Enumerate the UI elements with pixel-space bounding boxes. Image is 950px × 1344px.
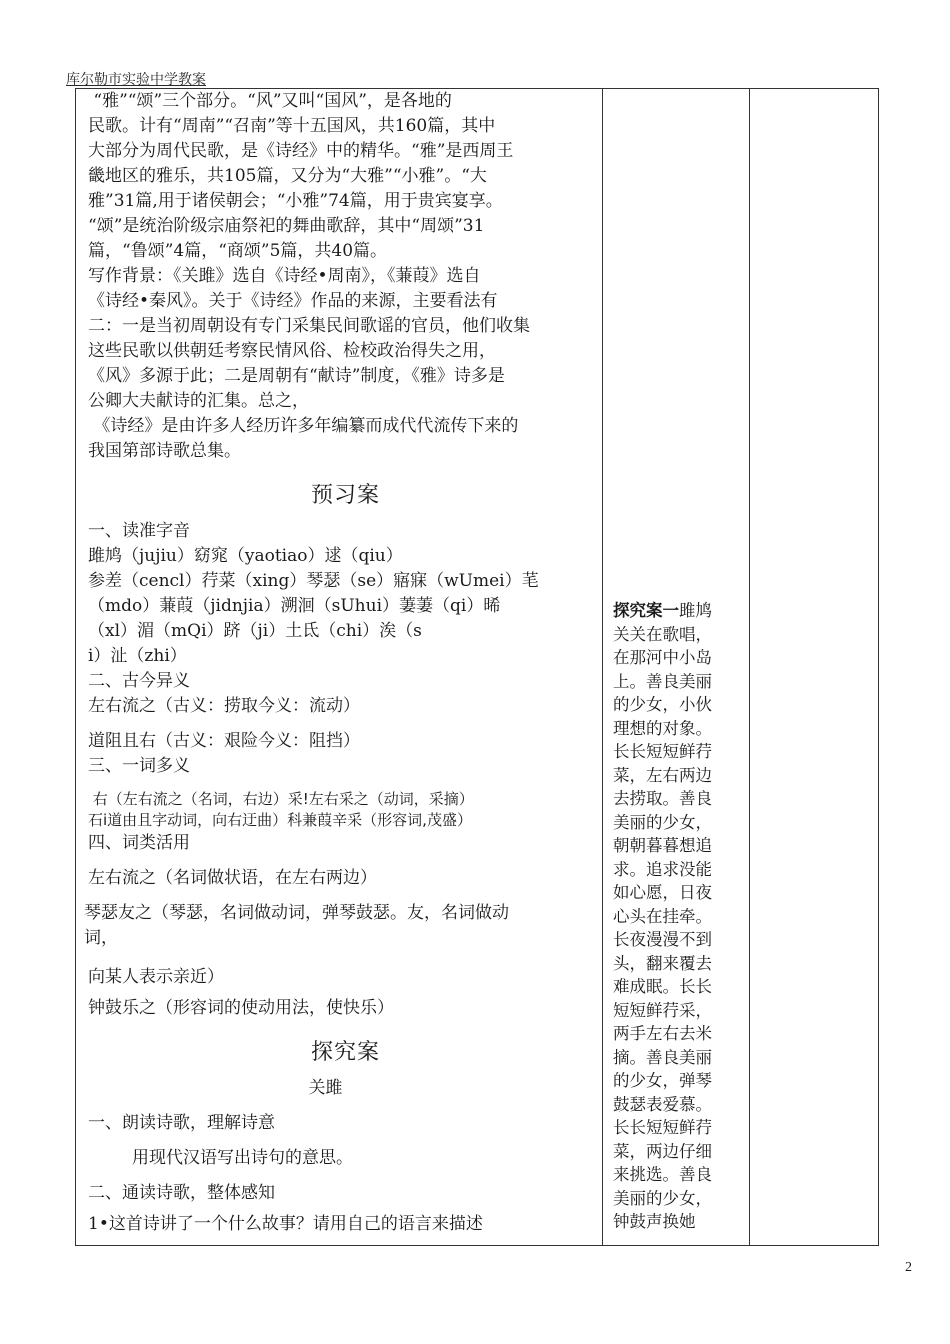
translation-line: 长夜漫漫不到 (613, 930, 712, 949)
intro-line: 公卿大夫献诗的汇集。总之， (88, 391, 309, 411)
translation-line: 头，翻来覆去 (613, 953, 712, 973)
word-class-item-2: 琴瑟友之（琴瑟，名词做动词，弹琴鼓瑟。友，名词做动 (84, 903, 509, 923)
translation-line: 在那河中小岛 (613, 648, 712, 667)
translation-line: 心头在挂牵。 (613, 906, 712, 926)
translation-line: 摘。善良美丽 (613, 1047, 712, 1067)
pronunciation-line: 参差（cencl）荇菜（xing）琴瑟（se）寤寐（wUmei）芼 (88, 571, 539, 591)
column-divider-2 (749, 89, 750, 1245)
word-class-item-4: 钟鼓乐之（形容词的使动用法，使快乐） (88, 998, 394, 1018)
intro-line: 篇，“鲁颂”4篇，“商颂”5篇，共40篇。 (88, 241, 388, 261)
translation-first-line-text: 雎鸠 (679, 601, 712, 620)
pronunciation-heading: 一、读准字音 (88, 521, 190, 541)
translation-line: 求。追求没能 (613, 859, 712, 879)
page-number: 2 (905, 1260, 912, 1275)
translation-line: 的少女，小伙 (613, 695, 712, 714)
translation-line: 美丽的少女， (613, 812, 712, 832)
translation-line: 菜，左右两边 (613, 765, 712, 785)
intro-line: 畿地区的雅乐，共105篇，又分为“大雅”“小雅”。“大 (88, 166, 487, 186)
translation-line: 去捞取。善良 (613, 789, 712, 808)
main-content-column (84, 89, 603, 1239)
translation-line: 鼓瑟表爱慕。 (613, 1094, 712, 1114)
pronunciation-line: i）沚（zhi） (88, 646, 187, 666)
translation-line: 美丽的少女， (613, 1188, 712, 1208)
ancient-modern-item-2: 道阻且右（古义：艰险今义：阻挡） (88, 731, 360, 751)
translation-block (613, 599, 733, 1234)
intro-line: 民歌。计有“周南”“召南”等十五国风，共160篇，其中 (88, 116, 496, 136)
polysemy-item-1: 右（左右流之（名词，右边）采!左右采之（动词，采摘） (88, 790, 474, 808)
polysemy-heading: 三、一词多义 (88, 756, 190, 776)
intro-line: 二：一是当初周朝设有专门采集民间歌谣的官员，他们收集 (88, 316, 530, 336)
explore-step-1-task: 用现代汉语写出诗句的意思。 (132, 1148, 353, 1168)
intro-paragraph (88, 89, 603, 464)
pronunciation-line: （xl）湄（mQi）跻（ji）土氐（chi）涘（s (88, 621, 422, 641)
word-class-item-1: 左右流之（名词做状语，在左右两边） (88, 868, 377, 888)
word-class-item-2-cont: 词， (84, 928, 118, 948)
translation-first-line (613, 599, 733, 623)
translation-line: 长长短短鲜荇 (613, 1118, 712, 1137)
intro-line: 《风》多源于此；二是周朝有“献诗”制度，《雅》诗多是 (88, 366, 505, 386)
school-header: 库尔勒市实验中学教案 (66, 72, 206, 88)
translation-line: 朝朝暮暮想追 (613, 836, 712, 855)
intro-line: 写作背景：《关雎》选自《诗经•周南》，《蒹葭》选自 (88, 266, 481, 286)
translation-line: 的少女，弹琴 (613, 1071, 712, 1090)
intro-line: 我国第部诗歌总集。 (88, 441, 241, 461)
intro-line: 大部分为周代民歌，是《诗经》中的精华。“雅”是西周王 (88, 141, 514, 161)
translation-line: 上。善良美丽 (613, 671, 712, 691)
translation-column (613, 89, 733, 1245)
explore-step-2-question: 1•这首诗讲了一个什么故事？请用自己的语言来描述 (88, 1214, 483, 1234)
explore-step-1: 一、朗读诗歌，理解诗意 (88, 1113, 275, 1133)
intro-line: 《诗经•秦风》。关于《诗经》作品的来源，主要看法有 (88, 291, 498, 311)
translation-line: 关关在歌唱， (613, 624, 712, 644)
explore-section-title: 探究案 (310, 1040, 380, 1065)
translation-line: 难成眠。长长 (613, 977, 712, 996)
translation-line: 钟鼓声换她 (613, 1212, 696, 1231)
intro-line: 《诗经》是由许多人经历许多年编纂而成代代流传下来的 (88, 416, 519, 436)
word-class-item-3: 向某人表示亲近） (88, 967, 224, 987)
polysemy-item-2: 石i道由且字动词，向右迂曲）科兼葭辛采（形容词,茂盛） (88, 811, 472, 829)
intro-line: 雅”31篇,用于诸侯朝会；“小雅”74篇，用于贵宾宴享。 (88, 191, 503, 211)
preview-section-title: 预习案 (310, 483, 380, 508)
translation-line: 菜，两边仔细 (613, 1141, 712, 1161)
translation-line: 短短鲜荇采， (613, 1000, 712, 1020)
ancient-modern-heading: 二、古今异义 (88, 671, 190, 691)
intro-line: “雅”“颂”三个部分。“风”又叫“国风”，是各地的 (88, 91, 452, 111)
translation-title: 探究案一 (613, 601, 679, 620)
translation-lines (613, 623, 733, 1234)
pronunciation-line: 雎鸠（jujiu）窈窕（yaotiao）逑（qiu） (88, 546, 403, 566)
translation-line: 来挑选。善良 (613, 1165, 712, 1184)
poem-title: 关雎 (308, 1078, 343, 1098)
intro-line: 这些民歌以供朝廷考察民情风俗、检校政治得失之用， (88, 341, 496, 361)
translation-line: 两手左右去米 (613, 1024, 712, 1043)
pronunciation-line: （mdo）蒹葭（jidnjia）溯洄（sUhui）萋萋（qi）晞 (88, 596, 501, 616)
word-class-heading: 四、词类活用 (88, 833, 190, 853)
intro-line: “颂”是统治阶级宗庙祭祀的舞曲歌辞，其中“周颂”31 (88, 216, 485, 236)
ancient-modern-item-1: 左右流之（古义：捞取今义：流动） (88, 696, 360, 716)
translation-line: 长长短短鲜荇 (613, 742, 712, 761)
pronunciation-list (88, 544, 603, 669)
lesson-table (75, 88, 879, 1246)
explore-step-2: 二、通读诗歌，整体感知 (88, 1183, 275, 1203)
translation-line: 如心愿，日夜 (613, 883, 712, 902)
translation-line: 理想的对象。 (613, 718, 712, 738)
